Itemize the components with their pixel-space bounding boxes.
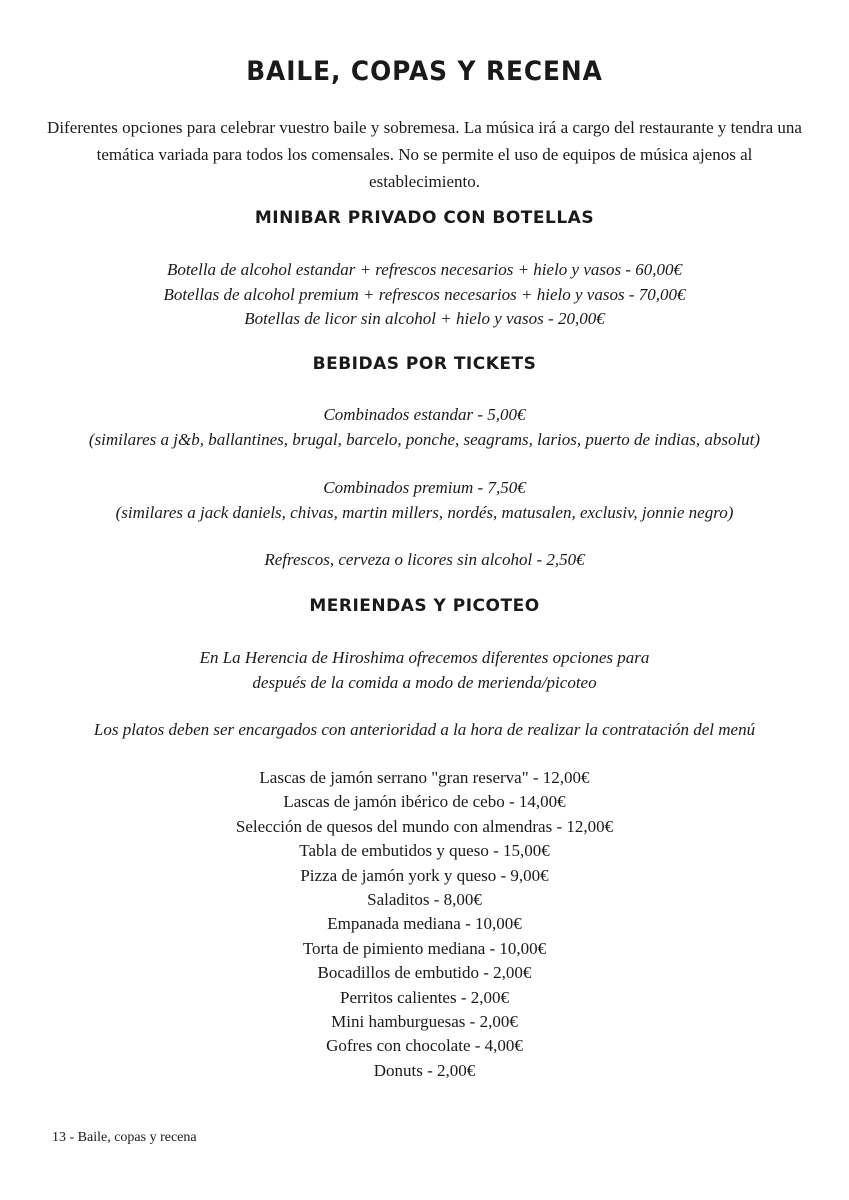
meriendas-intro-line: después de la comida a modo de merienda/picoteo xyxy=(252,672,597,692)
soft-drink-price: Refrescos, cerveza o licores sin alcohol - 2,50€ xyxy=(264,550,585,569)
list-item: Donuts - 2,00€ xyxy=(373,1060,476,1080)
list-item: Perritos calientes - 2,00€ xyxy=(339,987,509,1007)
page-footer: 13 - Baile, copas y recena xyxy=(52,1130,197,1145)
meriendas-intro xyxy=(20,646,829,695)
premium-drink-examples: (similares a jack daniels, chivas, martin millers, nordés, matusalen, exclusiv, jonnie negro) xyxy=(115,502,734,522)
list-item: Gofres con chocolate - 4,00€ xyxy=(326,1036,523,1056)
list-item: Empanada mediana - 10,00€ xyxy=(327,914,522,934)
meriendas-intro-line: En La Herencia de Hiroshima ofrecemos diferentes opciones para xyxy=(199,648,650,667)
page-title: BAILE, COPAS Y RECENA xyxy=(246,56,603,87)
meriendas-notice xyxy=(20,718,829,743)
tickets-soft xyxy=(20,548,829,573)
minibar-list xyxy=(20,258,829,332)
list-item: Torta de pimiento mediana - 10,00€ xyxy=(302,938,547,958)
list-item: Mini hamburguesas - 2,00€ xyxy=(331,1012,518,1032)
meriendas-heading: MERIENDAS Y PICOTEO xyxy=(309,596,540,616)
standard-drink-examples: (similares a j&b, ballantines, brugal, barcelo, ponche, seagrams, larios, puerto de indias, absolut) xyxy=(88,429,761,449)
meriendas-list xyxy=(0,766,849,1083)
list-item: Pizza de jamón york y queso - 9,00€ xyxy=(300,865,549,885)
minibar-heading: MINIBAR PRIVADO CON BOTELLAS xyxy=(254,208,595,228)
list-item: Lascas de jamón ibérico de cebo - 14,00€ xyxy=(283,792,566,812)
list-item: Tabla de embutidos y queso - 15,00€ xyxy=(299,841,550,861)
minibar-item: Botella de alcohol estandar + refrescos necesarios + hielo y vasos - 60,00€ xyxy=(166,260,683,279)
tickets-premium xyxy=(20,476,829,525)
list-item: Lascas de jamón serrano "gran reserva" - 12,00€ xyxy=(259,768,590,787)
meriendas-notice-line: Los platos deben ser encargados con anterioridad a la hora de realizar la contratación del menú xyxy=(93,720,756,739)
list-item: Bocadillos de embutido - 2,00€ xyxy=(317,963,532,983)
minibar-item: Botellas de alcohol premium + refrescos necesarios + hielo y vasos - 70,00€ xyxy=(163,284,686,304)
intro-paragraph: Diferentes opciones para celebrar vuestro baile y sobremesa. La música irá a cargo del restaurante y tendra una temática variada para todos los comensales. No se permite el uso de equipos de música ajenos al establecimiento. xyxy=(47,118,802,191)
list-item: Saladitos - 8,00€ xyxy=(367,890,482,910)
list-item: Selección de quesos del mundo con almendras - 12,00€ xyxy=(235,816,614,836)
minibar-item: Botellas de licor sin alcohol + hielo y vasos - 20,00€ xyxy=(244,309,605,328)
standard-drink-price: Combinados estandar - 5,00€ xyxy=(323,405,526,424)
premium-drink-price: Combinados premium - 7,50€ xyxy=(323,478,526,497)
tickets-heading: BEBIDAS POR TICKETS xyxy=(312,354,537,374)
tickets-standard xyxy=(20,403,829,452)
